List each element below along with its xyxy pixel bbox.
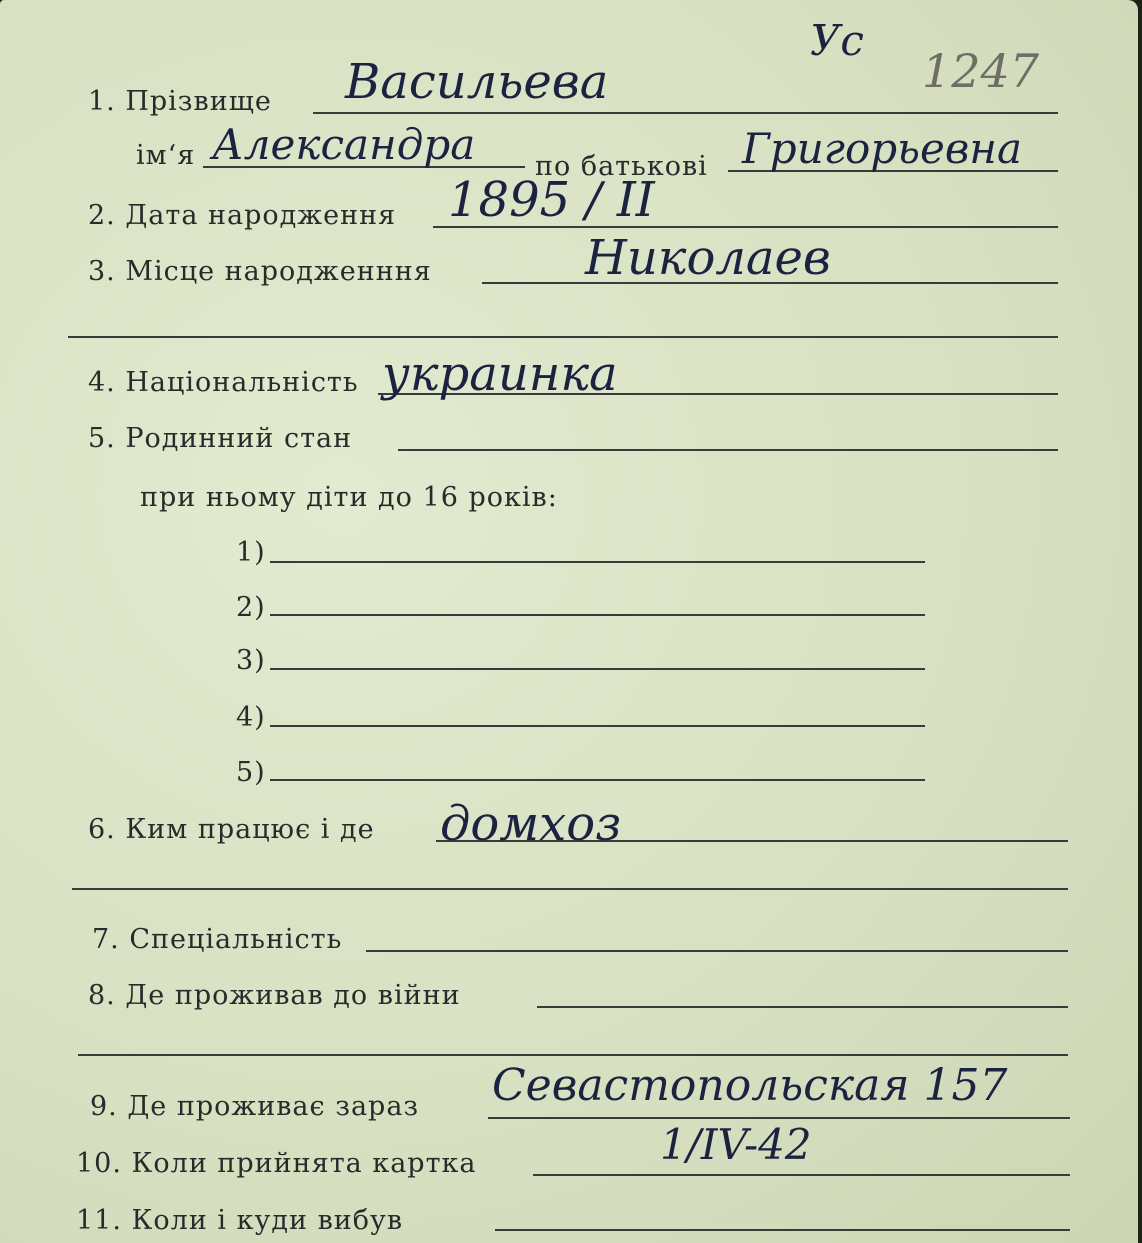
occupation-line-2: [72, 888, 1068, 890]
birthplace-value: Николаев: [585, 230, 831, 286]
card-accepted-line: [533, 1174, 1070, 1176]
departure-label: 11. Коли і куди вибув: [76, 1205, 404, 1236]
card-accepted-value: 1/IV-42: [660, 1120, 812, 1169]
child-1-label: 1): [236, 537, 266, 568]
speciality-label: 7. Спеціальність: [92, 924, 343, 955]
nationality-value: украинка: [382, 346, 618, 402]
child-4-label: 4): [236, 702, 266, 733]
prewar-residence-label: 8. Де проживав до війни: [88, 980, 461, 1011]
speciality-line: [366, 950, 1068, 952]
birthplace-label: 3. Місце народженння: [88, 256, 432, 287]
prewar-residence-line: [537, 1006, 1068, 1008]
patronymic-value: Григорьевна: [742, 124, 1023, 173]
patronymic-label: по батькові: [535, 151, 708, 182]
current-residence-line: [488, 1117, 1070, 1119]
prewar-residence-line-2: [78, 1054, 1068, 1056]
occupation-value: домхоз: [440, 796, 622, 852]
nationality-label: 4. Національність: [88, 367, 359, 398]
birth-date-label: 2. Дата народження: [88, 200, 397, 231]
birthplace-line-2: [68, 336, 1058, 338]
first-name-value: Александра: [212, 120, 476, 169]
occupation-label: 6. Ким працює і де: [88, 814, 375, 845]
departure-line: [495, 1229, 1070, 1231]
child-3-line: [270, 668, 925, 670]
birth-date-value: 1895 / II: [448, 172, 655, 228]
corner-mark: Ус: [810, 16, 864, 65]
marital-status-label: 5. Родинний стан: [88, 423, 353, 454]
child-4-line: [270, 725, 925, 727]
surname-label: 1. Прізвище: [88, 86, 272, 117]
surname-value: Васильева: [345, 54, 609, 110]
surname-line: [313, 112, 1058, 114]
current-residence-label: 9. Де проживає зараз: [90, 1091, 420, 1122]
children-label: при ньому діти до 16 років:: [140, 482, 558, 513]
child-1-line: [270, 561, 925, 563]
child-5-label: 5): [236, 757, 266, 788]
current-residence-value: Севастопольская 157: [492, 1060, 1008, 1111]
child-2-label: 2): [236, 592, 266, 623]
card-accepted-label: 10. Коли прийнята картка: [76, 1148, 477, 1179]
card-number: 1247: [922, 44, 1040, 98]
marital-status-line: [398, 449, 1058, 451]
child-2-line: [270, 614, 925, 616]
child-5-line: [270, 779, 925, 781]
child-3-label: 3): [236, 645, 266, 676]
first-name-label: ім‘я: [136, 140, 196, 171]
